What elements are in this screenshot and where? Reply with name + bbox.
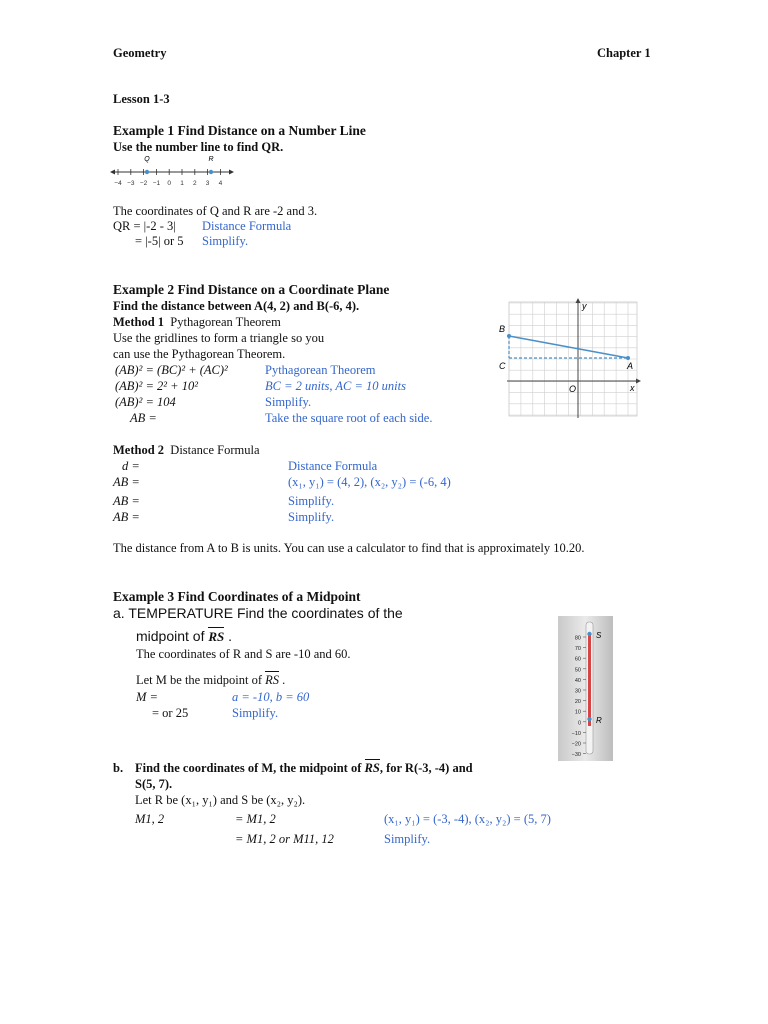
example2-prompt: Find the distance between A(4, 2) and B(-6, 4). [113,299,360,313]
point-q [145,170,149,174]
header-subject: Geometry [113,46,167,60]
part-b-row2-mid: = M1, 2 or M11, 12 [235,832,334,846]
part-b-row1-note: (x₁, y₁) = (-3, -4), (x₂, y₂) = (5, 7) [384,812,551,826]
number-line-tick-label: 0 [167,180,172,187]
example1-step1-note: Distance Formula [202,219,292,233]
part-b-label: b. [113,761,124,775]
part-a-m-note: a = -10, b = 60 [232,690,310,704]
thermometer-tick-label: −20 [571,741,581,748]
number-line-tick-label: −4 [114,180,122,187]
lesson-title: Lesson 1-3 [113,92,170,106]
part-a-line2 [136,627,232,646]
example3-heading: Example 3 Find Coordinates of a Midpoint [113,589,361,604]
header-chapter: Chapter 1 [597,46,651,60]
label-o: O [569,384,577,394]
label-y: y [582,301,587,311]
part-b-line1 [135,760,473,776]
m1-row3-math: (AB)² = 104 [115,395,176,409]
label-c: C [499,361,506,371]
part-a-coords: The coordinates of R and S are -10 and 60. [136,647,351,661]
part-a-line2-post: . [228,628,233,644]
thermometer-tick-label: −10 [571,730,581,737]
point-r [209,170,213,174]
segment-rs-let: RS [265,673,280,687]
example2-heading: Example 2 Find Distance on a Coordinate Plane [113,282,390,297]
part-a-line1: a. TEMPERATURE Find the coordinates of the [113,605,403,621]
method1-name: Pythagorean Theorem [170,315,281,329]
example1-prompt: Use the number line to find QR. [113,140,284,154]
part-b-line1-post: , for R(-3, -4) and [379,761,473,775]
label-x: x [630,383,635,393]
part-b-line2: S(5, 7). [135,777,173,791]
m2-row3-note: Simplify. [288,494,335,508]
method2-name: Distance Formula [170,443,260,457]
part-a-let-pre: Let M be the midpoint of [136,673,263,687]
number-line-tick-label: 2 [192,180,197,187]
m1-row2-math: (AB)² = 2² + 10² [115,379,198,393]
thermometer-tick-label: 80 [574,635,581,642]
m1-row4-math: AB = [130,411,157,425]
part-a-m-math: M = [136,690,158,704]
thermometer-tick-label: 10 [574,709,581,716]
example1-heading: Example 1 Find Distance on a Number Line [113,123,366,138]
thermometer-tick-label: 40 [574,677,581,684]
part-a-result-math: = or 25 [152,706,189,720]
method1-label: Method 1 [113,315,165,329]
thermometer-tick-label: 60 [574,656,581,663]
example1-step2-note: Simplify. [202,234,249,248]
example1-coords: The coordinates of Q and R are -2 and 3. [113,204,318,218]
segment-rs-b: RS [364,761,380,775]
label-b: B [499,324,506,334]
part-a-line2-pre: midpoint of [136,628,205,644]
thermometer-tick-label: 20 [574,699,581,706]
thermometer-mercury [588,634,591,726]
number-line-tick-label: −3 [127,180,135,187]
part-a-result-note: Simplify. [232,706,279,720]
y-axis-arrow [576,298,581,303]
m2-row4-math: AB = [113,510,140,524]
number-line-tick-label: 1 [180,180,184,187]
point-r-label: R [208,156,214,163]
m2-row3-math: AB = [113,494,140,508]
part-b-row2-note: Simplify. [384,832,431,846]
segment-rs-a: RS [208,629,225,644]
m1-row1-note: Pythagorean Theorem [265,363,376,377]
thermometer-label-r: R [596,716,602,725]
number-line-right-arrow [229,170,234,175]
x-axis-arrow [636,379,641,384]
part-a-let-post: . [282,673,286,687]
method1-text2: can use the Pythagorean Theorem. [113,347,286,361]
example1-step2-math: = |-5| or 5 [135,234,184,248]
part-b-row1-mid: = M1, 2 [235,812,276,826]
method2-label: Method 2 [113,443,165,457]
thermometer-tick-label: 0 [577,720,581,727]
point-q-label: Q [144,156,150,163]
number-line-tick-label: 3 [205,180,210,187]
thermometer-point-s [587,632,591,636]
thermometer-tick-label: 30 [574,688,581,695]
number-line [110,152,235,188]
thermometer-image [558,616,613,761]
label-a: A [627,361,634,371]
method1-line [113,314,281,330]
thermometer-tick-label: 50 [574,667,581,674]
part-a-let [136,672,285,688]
m1-row2-note: BC = 2 units, AC = 10 units [265,379,406,393]
thermometer-label-s: S [596,631,602,640]
example1-step1-math: QR = |-2 - 3| [113,219,176,233]
m1-row3-note: Simplify. [265,395,312,409]
m1-row4-note: Take the square root of each side. [265,411,433,425]
point-b [507,334,511,338]
number-line-tick-label: −2 [139,180,148,187]
m2-row1-note: Distance Formula [288,459,378,473]
m2-row1-math: d = [122,459,140,473]
thermometer-tick-label: 70 [574,646,581,653]
m2-row4-note: Simplify. [288,510,335,524]
number-line-tick-label: −1 [152,180,161,187]
part-b-line1-pre: Find the coordinates of M, the midpoint of [135,761,362,775]
part-b-let: Let R be (x₁, y₁) and S be (x₂, y₂). [135,793,306,807]
m2-row2-math: AB = [113,475,140,489]
coordinate-plane [496,298,642,420]
thermometer-tick-label: −30 [571,752,581,759]
thermometer-background [558,616,613,761]
m2-row2-note: (x₁, y₁) = (4, 2), (x₂, y₂) = (-6, 4) [288,475,451,489]
point-a [626,356,630,360]
part-b-row1-left: M1, 2 [135,812,165,826]
thermometer-point-r [587,717,591,721]
number-line-tick-label: 4 [218,180,223,187]
method1-text1: Use the gridlines to form a triangle so you [113,331,325,345]
example2-conclusion: The distance from A to B is units. You can use a calculator to find that is approximately 10.20. [113,541,585,555]
method2-line [113,442,260,458]
m1-row1-math: (AB)² = (BC)² + (AC)² [115,363,228,377]
number-line-left-arrow [110,170,115,175]
